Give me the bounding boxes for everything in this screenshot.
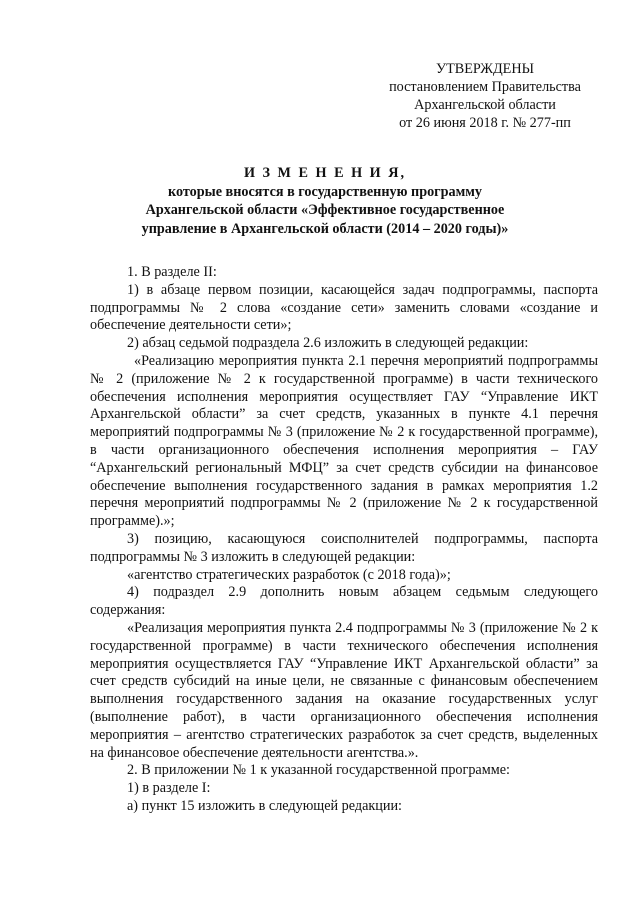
- approval-line-decree: постановлением Правительства: [389, 79, 581, 95]
- heading-subtitle-line-1: которые вносятся в государственную программу: [167, 183, 483, 200]
- paragraph-subitem-a: а) пункт 15 изложить в следующей редакции:: [127, 797, 402, 814]
- document-title: И З М Е Н Е Н И Я,: [243, 165, 407, 181]
- approval-line-date: от 26 июня 2018 г. № 277-пп: [399, 115, 571, 131]
- approval-line-region: Архангельской области: [414, 97, 556, 113]
- paragraph-item-2: 2) абзац седьмой подраздела 2.6 изложить в следующей редакции:: [127, 335, 529, 352]
- approval-line-approved: УТВЕРЖДЕНЫ: [436, 61, 534, 77]
- paragraph-quote-1: «Реализацию мероприятия пункта 2.1 перечня мероприятий подпрограммы № 2 (приложение № 2 к государственной программе) в части технического обеспечения исполнения мероприятия осуществляет ГАУ “Управление ИКТ Архангельской области” за счет средств, указанных в пункте 4.1 перечня мероприятий подпрограммы № 3 (приложение № 2 к государственной программе), в части организационного обеспечения исполнения мероприятия – ГАУ “Архангельский региональный МФЦ” за счет средств субсидии на финансовое обеспечение выполнения государственного задания в рамках мероприятия 1.2 перечня мероприятий подпрограммы № 2 (приложение № 2 к государственной программе).»;: [90, 352, 598, 530]
- paragraph-subsection-1: 1) в разделе I:: [127, 780, 211, 797]
- document-body: [90, 264, 598, 816]
- heading-subtitle-line-2: Архангельской области «Эффективное государственное: [145, 202, 505, 218]
- paragraph-item-1: 1) в абзаце первом позиции, касающейся задач подпрограммы, паспорта подпрограммы № 2 слова «создание сети» заменить словами «создание и обеспечение деятельности сети»;: [90, 281, 598, 334]
- paragraph-section-1: 1. В разделе II:: [127, 264, 217, 280]
- approval-stamp: [360, 60, 610, 132]
- heading-subtitle-line-3: управление в Архангельской области (2014 – 2020 годы)»: [141, 220, 509, 237]
- paragraph-quote-2: «агентство стратегических разработок (с 2018 года)»;: [127, 566, 451, 583]
- paragraph-section-2: 2. В приложении № 1 к указанной государственной программе:: [127, 762, 510, 779]
- paragraph-quote-3: «Реализация мероприятия пункта 2.4 подпрограммы № 3 (приложение № 2 к государственной программе) в части технического обеспечения исполнения мероприятия осуществляется ГАУ “Управление ИКТ Архангельской области” за счет средств субсидий на иные цели, не связанные с финансовым обеспечением выполнения государственного задания на оказание государственных услуг (выполнение работ), в части организационного обеспечения исполнения мероприятия – агентство стратегических разработок за счет средств, выделенных на финансовое обеспечение деятельности агентства.».: [90, 619, 598, 761]
- paragraph-item-3: 3) позицию, касающуюся соисполнителей подпрограммы, паспорта подпрограммы № 3 изложить в следующей редакции:: [90, 530, 598, 565]
- paragraph-item-4: 4) подраздел 2.9 дополнить новым абзацем седьмым следующего содержания:: [90, 584, 598, 619]
- document-heading: [60, 164, 590, 238]
